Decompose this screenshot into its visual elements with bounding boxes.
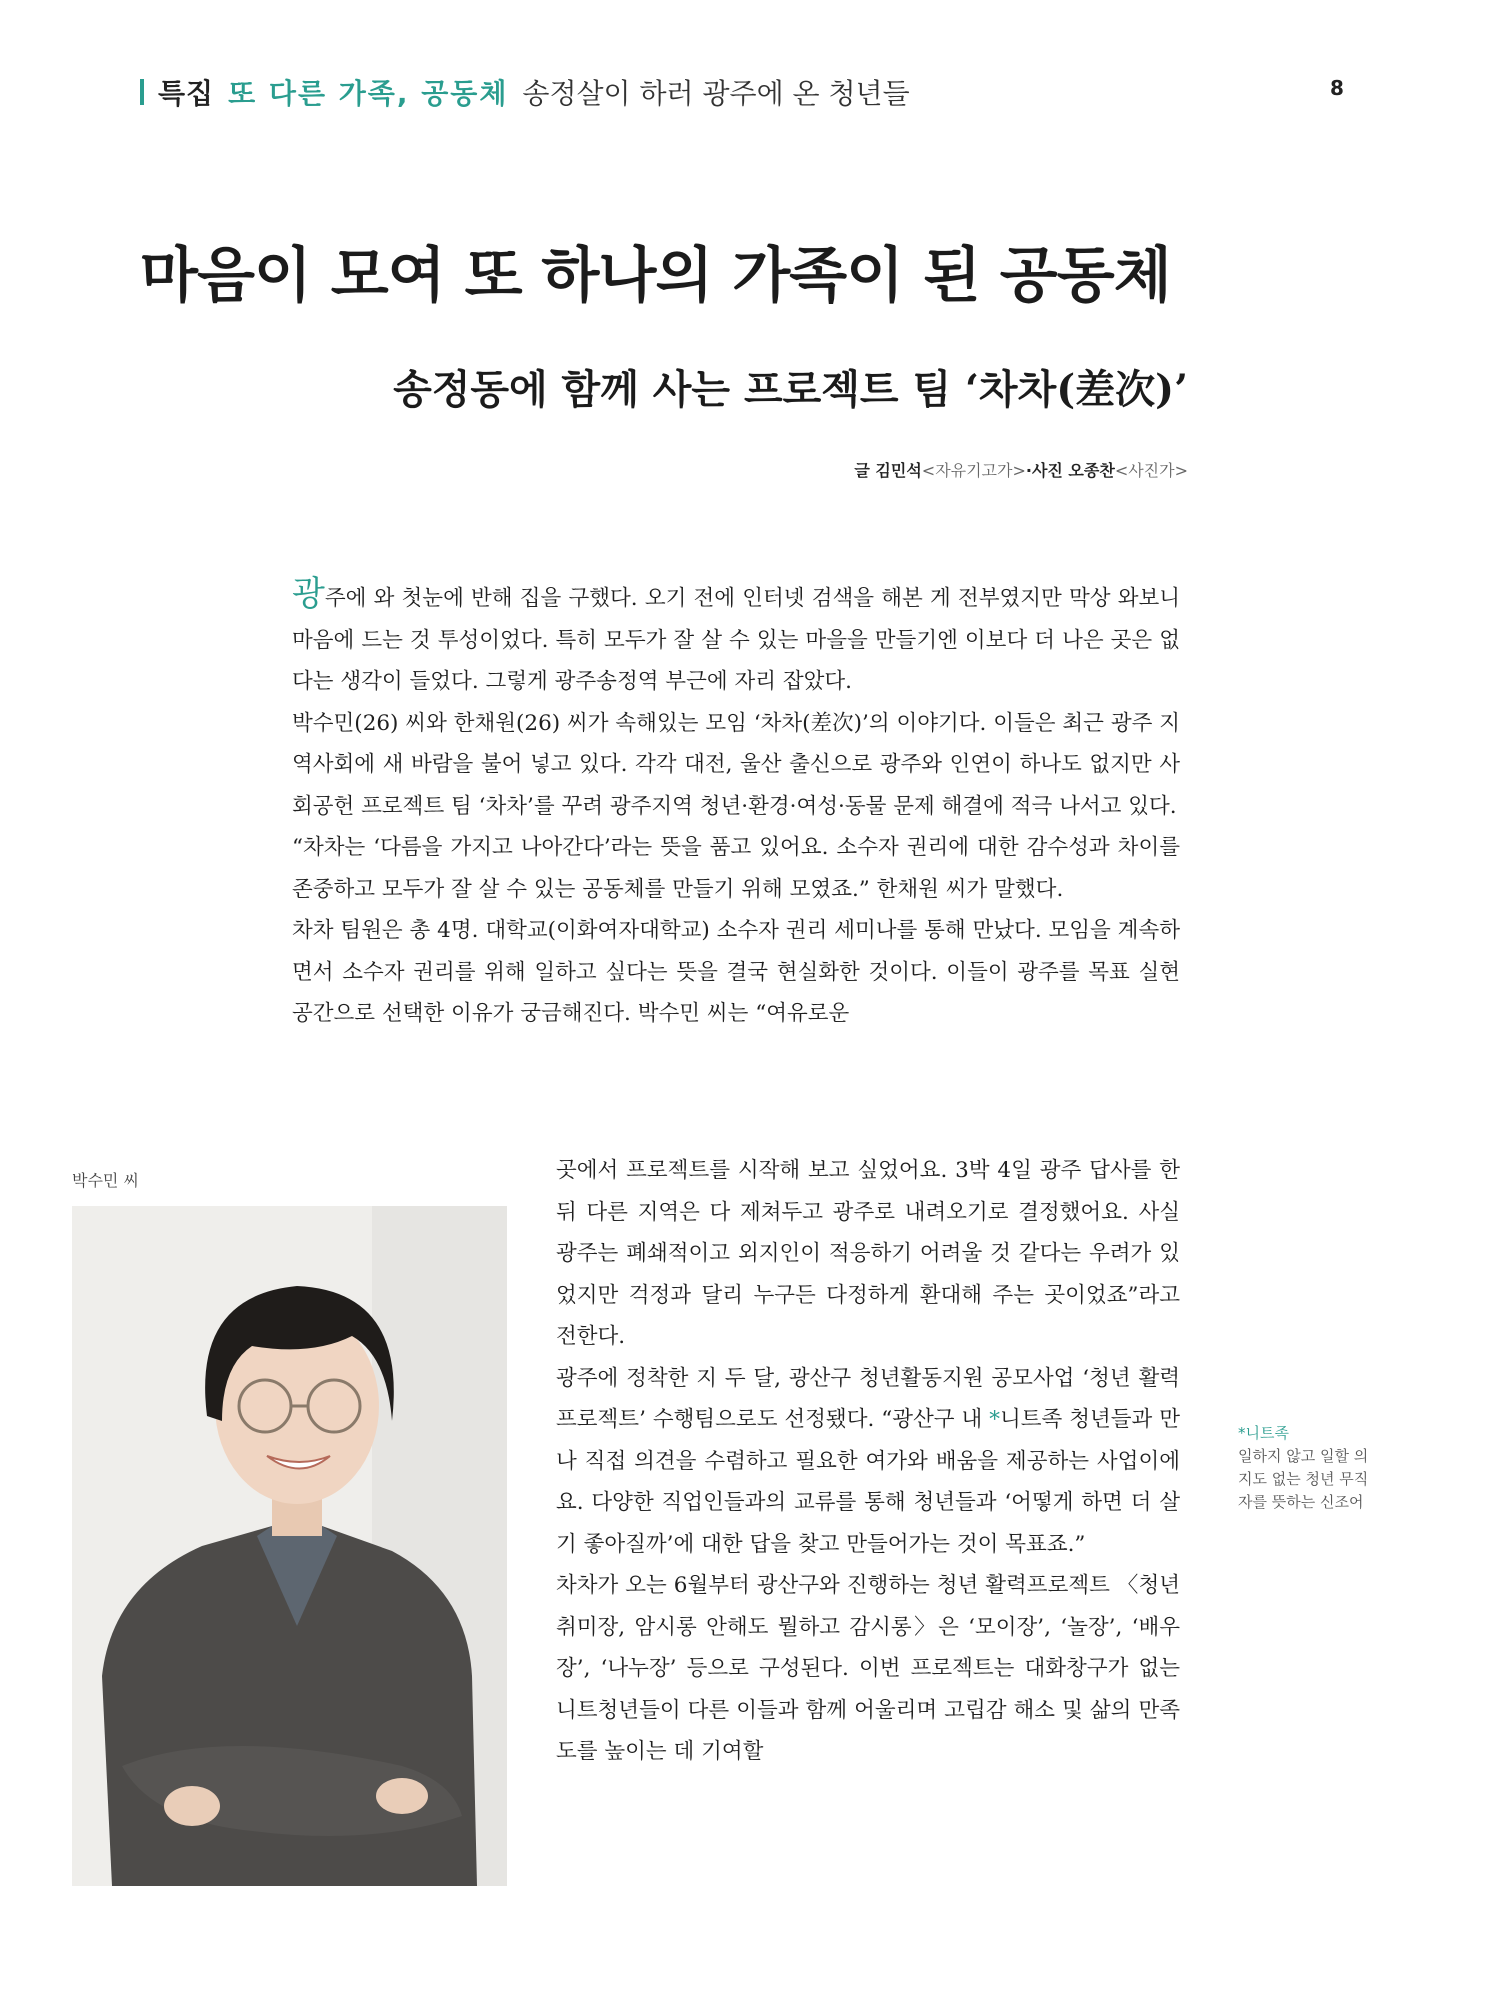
byline: [854, 458, 1188, 481]
article-body-top: [292, 574, 1180, 1035]
paragraph-5-text-b: 니트족 청년들과 만나 직접 의견을 수렴하고 필요한 여가와 배움을 제공하는 사업이에요. 다양한 직업인들과의 교류를 통해 청년들과 ‘어떻게 하면 더 살기 좋아질까’에 대한 답을 찾고 만들어가는 것이 목표죠.”: [556, 1407, 1180, 1557]
paragraph-3: “차차는 ‘다름을 가지고 나아간다’라는 뜻을 품고 있어요. 소수자 권리에 대한 감수성과 차이를 존중하고 모두가 잘 살 수 있는 공동체를 만들기 위해 모였죠.” 한채원 씨가 말했다.: [292, 835, 1180, 902]
byline-writer-role: <자유기고가>: [921, 461, 1026, 480]
header-section-label: 특집: [158, 77, 215, 110]
paragraph-5-text-a: 광주에 정착한 지 두 달, 광산구 청년활동지원 공모사업 ‘청년 활력프로젝트’ 수행팀으로도 선정됐다. “광산구 내: [556, 1365, 1180, 1432]
paragraph-4: 차차 팀원은 총 4명. 대학교(이화여자대학교) 소수자 권리 세미나를 통해 만났다. 모임을 계속하면서 소수자 권리를 위해 일하고 싶다는 뜻을 결국 현실화한 것이다. 이들이 광주를 목표 실현 공간으로 선택한 이유가 궁금해진다. 박수민 씨는 “여유로운: [292, 918, 1180, 1026]
article-title: 마음이 모여 또 하나의 가족이 된 공동체: [140, 241, 1171, 311]
portrait-illustration: [72, 1206, 507, 1886]
glossary-definition: 일하지 않고 일할 의지도 없는 청년 무직자를 뜻하는 신조어: [1238, 1447, 1369, 1511]
article-body-right: [556, 1150, 1180, 1773]
byline-photographer: 사진 오종찬: [1031, 461, 1115, 480]
header-topic: 송정살이 하러 광주에 온 청년들: [522, 77, 910, 110]
section-header: [140, 72, 910, 112]
page-number: 8: [1330, 76, 1344, 100]
footnote-marker: *: [989, 1407, 1000, 1432]
byline-writer: 글 김민석: [854, 461, 922, 480]
paragraph-4-continued: 곳에서 프로젝트를 시작해 보고 싶었어요. 3박 4일 광주 답사를 한 뒤 다른 지역은 다 제쳐두고 광주로 내려오기로 결정했어요. 사실 광주는 폐쇄적이고 외지인이 적응하기 어려울 것 같다는 우려가 있었지만 걱정과 달리 누구든 다정하게 환대해 주는 곳이었죠”라고 전한다.: [556, 1158, 1180, 1349]
header-series-title: 또 다른 가족, 공동체: [228, 77, 509, 110]
article-subtitle: 송정동에 함께 사는 프로젝트 팀 ‘차차(差次)’: [393, 366, 1188, 413]
glossary-term: *니트족: [1238, 1424, 1289, 1442]
byline-photographer-role: <사진가>: [1114, 461, 1188, 480]
paragraph-2: 박수민(26) 씨와 한채원(26) 씨가 속해있는 모임 ‘차차(差次)’의 이야기다. 이들은 최근 광주 지역사회에 새 바람을 불어 넣고 있다. 각각 대전, 울산 출신으로 광주와 인연이 하나도 없지만 사회공헌 프로젝트 팀 ‘차차’를 꾸려 광주지역 청년·환경·여성·동물 문제 해결에 적극 나서고 있다.: [292, 710, 1180, 819]
paragraph-1-text: 주에 와 첫눈에 반해 집을 구했다. 오기 전에 인터넷 검색을 해본 게 전부였지만 막상 와보니 마음에 드는 것 투성이었다. 특히 모두가 잘 살 수 있는 마을을 만들기엔 이보다 더 나은 곳은 없다는 생각이 들었다. 그렇게 광주송정역 부근에 자리 잡았다.: [292, 586, 1180, 694]
paragraph-6: 차차가 오는 6월부터 광산구와 진행하는 청년 활력프로젝트 〈청년 취미장, 암시롱 안해도 뭘하고 감시롱〉은 ‘모이장’, ‘놀장’, ‘배우장’, ‘나누장’ 등으로 구성된다. 이번 프로젝트는 대화창구가 없는 니트청년들이 다른 이들과 함께 어울리며 고립감 해소 및 삶의 만족도를 높이는 데 기여할: [556, 1573, 1180, 1764]
photo-caption: 박수민 씨: [72, 1171, 139, 1190]
glossary-note: [1238, 1422, 1378, 1514]
portrait-photo: [72, 1206, 507, 1886]
paragraph-5: [556, 1358, 1180, 1566]
drop-cap: 광: [292, 574, 325, 614]
header-accent-bar: [140, 79, 144, 105]
paragraph-1: [292, 574, 1180, 703]
byline-separator: ·: [1025, 461, 1032, 480]
